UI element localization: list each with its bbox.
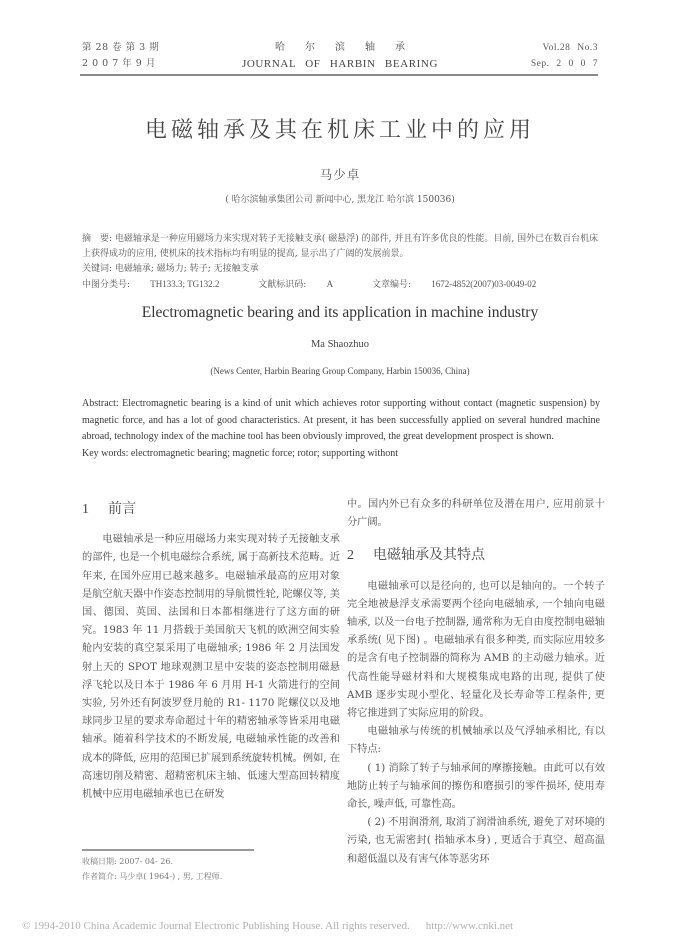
keywords-cn-label: 关键词: <box>82 264 113 274</box>
document-code <box>258 280 351 290</box>
section-1-title: 前言 <box>108 501 136 517</box>
abstract-cn-text: 电磁轴承是一种应用磁场力来实现对转子无接触支承( 磁悬浮) 的部件, 并且有许多优良的性能。目前, 国外已在数百台机床上获得成功的应用, 使机床的技术指标均有明显的提高, 显示出了广阔的发展前景。 <box>82 234 599 259</box>
author-bio: 作者简介: 马少卓( 1964-) , 男, 工程师. <box>82 872 223 881</box>
journal-issue-info <box>82 40 159 72</box>
volume-issue: 第 28 卷 第 3 期 <box>82 42 160 53</box>
issue-date-en: Sep. 2 0 0 7 <box>530 59 598 69</box>
affiliation-cn: ( 哈尔滨轴承集团公司 新闻中心, 黑龙江 哈尔滨 150036) <box>225 195 455 205</box>
keywords-cn-text: 电磁轴承; 磁场力; 转子; 无接触支承 <box>112 264 259 274</box>
section-2-heading <box>347 546 605 565</box>
section-1-number: 1 <box>82 502 89 517</box>
section-1-paragraph-continued: 中。国内外已有众多的科研单位及潜在用户, 应用前景十分广阔。 <box>347 499 605 529</box>
keywords-cn <box>82 262 602 277</box>
abstract-cn-paragraph <box>82 232 602 262</box>
article-number-value: 1672-4852(2007)03-0049-02 <box>428 279 537 289</box>
cnki-link[interactable]: http://www.cnki.net <box>425 920 514 932</box>
journal-name-en: JOURNAL OF HARBIN BEARING <box>241 58 439 70</box>
journal-issue-info-en <box>531 40 598 72</box>
section-2-number: 2 <box>347 548 354 564</box>
abstract-cn-label: 摘 要: <box>82 234 113 244</box>
copyright-text: © 1994-2010 China Academic Journal Electronic Publishing House. All rights reserved. <box>22 920 410 932</box>
document-code-value: A <box>324 279 334 289</box>
section-1-paragraph: 电磁轴承是一种应用磁场力来实现对转子无接触支承的部件, 也是一个机电磁综合系统, 属于高新技术范畴。近年来, 在国外应用已越来越多。电磁轴承最高的应用对象是航空航天器中作姿态控制用的导航惯性轮, 陀螺仪等, 美国、德国、英国、法国和日本都相继进行了这方面的研究。1983 年 11 月搭载于美国航天飞机的欧洲空间实验舱内安装的真空泵采用了电磁轴承; 1986 年 2 月法国发射上天的 SPOT 地球观测卫星中安装的姿态控制用磁悬浮飞轮以及日本于 1986 年 6 月用 H-1 火箭进行的空间实验, 另外还有阿波罗登月舱的 R1- 1170 陀螺仪以及地球同步卫星的要求寿命超过十年的精密轴承等皆采用电磁轴承。随着科学技术的不断发展, 电磁轴承性能的改善和成本的降低, 应用的范围已扩展到系统旋转机械。例如, 在高速切削及精密、超精密机床主轴、低速大型高回转精度机械中应用电磁轴承也已在研发 <box>82 534 340 801</box>
clc-value: TH133.3; TG132.2 <box>148 279 220 289</box>
footnotes <box>82 854 222 884</box>
author-cn: 马少卓 <box>319 167 361 182</box>
journal-name-cn: 哈尔滨轴承 <box>275 42 425 53</box>
body-column-right <box>347 496 605 869</box>
received-date: 收稿日期: 2007- 04- 26. <box>82 857 173 866</box>
section-2-item-2: ( 2) 不用润滑剂, 取消了润滑油系统, 避免了对环境的污染, 也无需密封( 指轴承本身) , 更适合于真空、超高温和超低温以及有害气体等恶劣环 <box>347 817 605 865</box>
affiliation-en: (News Center, Harbin Bearing Group Company, Harbin 150036, China) <box>210 366 470 376</box>
footnote-rule <box>82 849 254 851</box>
section-2-paragraph-1: 电磁轴承可以是径向的, 也可以是轴向的。一个转子完全地被悬浮支承需要两个径向电磁轴承, 一个轴向电磁轴承, 以及一台电子控制器, 通常称为无自由度控制电磁轴承系统( 见下图) 。电磁轴承有很多种类, 而实际应用较多的是含有电子控制器的简称为 AMB 的主动磁力轴承。近代高性能导磁材料和大规模集成电路的出现, 提供了使 AMB 逐步实现小型化、轻量化及长寿命等工程条件, 更将它推进到了实际应用的阶段。 <box>347 580 605 720</box>
clc-number <box>82 280 237 290</box>
paper-title-cn: 电磁轴承及其在机床工业中的应用 <box>144 118 535 143</box>
document-code-label: 文献标识码: <box>258 280 307 290</box>
article-number-label: 文章编号: <box>371 280 411 290</box>
classification-row <box>82 277 602 293</box>
abstract-en-text: Abstract: Electromagnetic bearing is a kind of unit which achieves rotor supporting without contact (magnetic suspension) by magnetic force, and has a lot of good characteristics. At present, it has been successfully applied on several hundred machine abroad, technology index of the machine tool has been obviously improved, the great development prospect is shown. <box>82 398 600 442</box>
volume-issue-en: Vol.28 No.3 <box>542 43 598 53</box>
copyright-notice <box>22 920 513 932</box>
issue-date-cn: 2 0 0 7 年 9 月 <box>82 58 156 69</box>
section-2-item-1: ( 1) 消除了转子与轴承间的摩擦接触。由此可以有效地防止转子与轴承间的擦伤和磨损引的零件损坏, 使用寿命长, 噪声低, 可靠性高。 <box>347 762 605 811</box>
abstract-cn <box>82 232 602 293</box>
section-1-heading <box>82 500 340 519</box>
keywords-en: Key words: electromagnetic bearing; magnetic force; rotor; supporting withont <box>82 447 399 459</box>
author-en: Ma Shaozhuo <box>310 339 370 350</box>
article-number <box>372 280 554 290</box>
section-2-title: 电磁轴承及其特点 <box>373 547 485 564</box>
journal-name <box>200 40 480 72</box>
section-2-paragraph-2: 电磁轴承与传统的机械轴承以及气浮轴承相比, 有以下特点: <box>347 726 605 756</box>
paper-title-en: Electromagnetic bearing and its application in machine industry <box>141 304 539 321</box>
abstract-en <box>82 396 600 462</box>
clc-label: 中图分类号: <box>82 280 131 290</box>
header-rule <box>80 74 598 76</box>
body-column-left <box>82 496 340 804</box>
